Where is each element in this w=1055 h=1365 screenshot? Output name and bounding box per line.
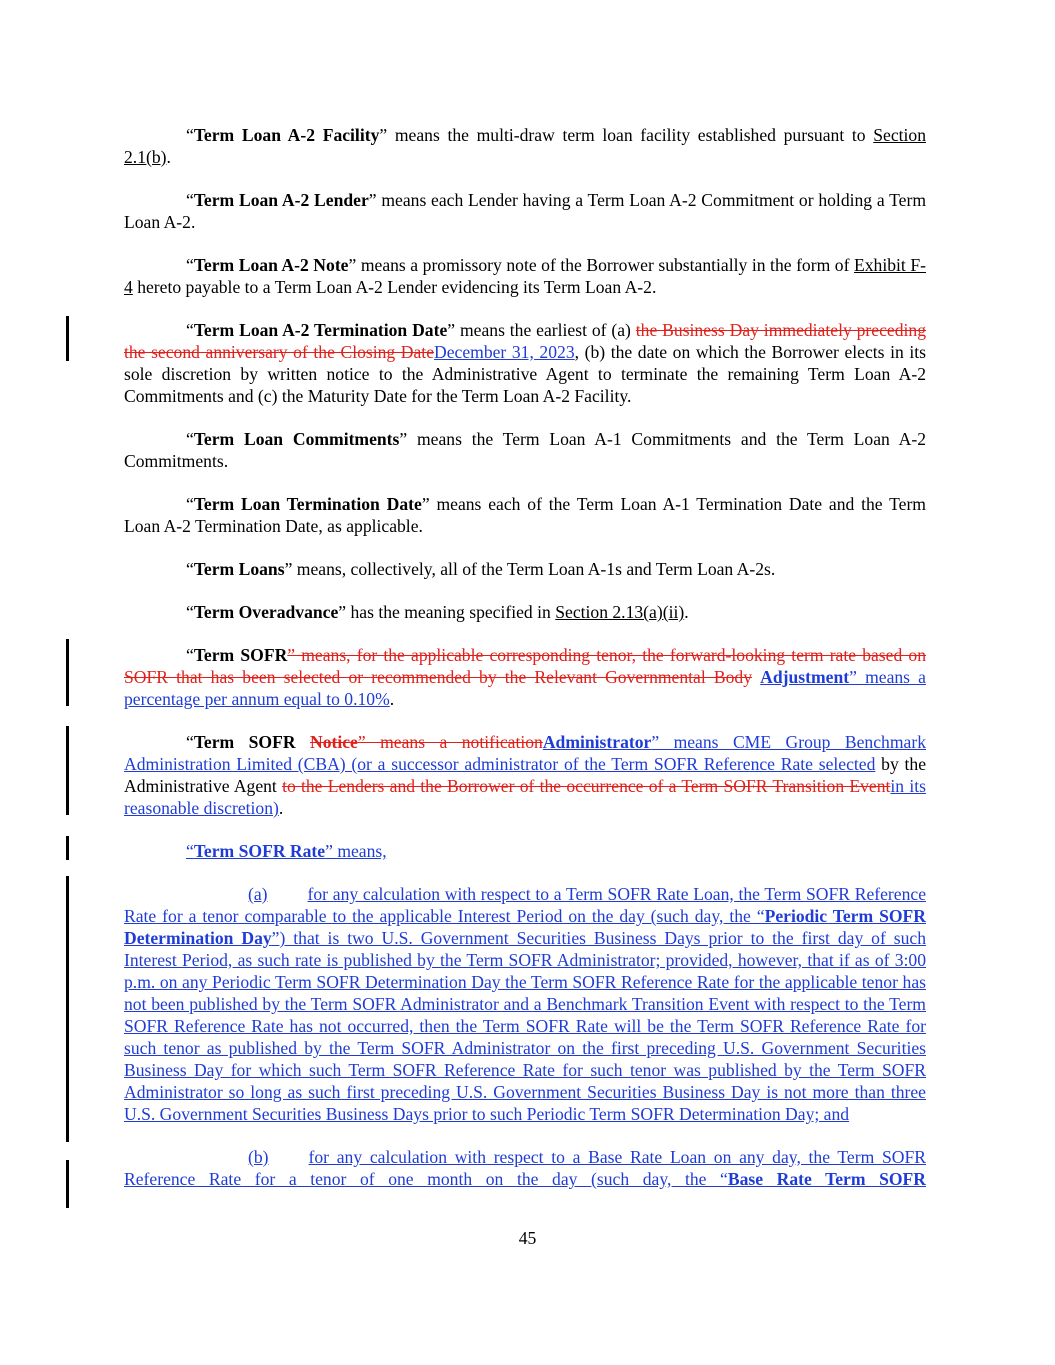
defined-term: Term SOFR Rate — [193, 841, 326, 861]
clause-label: (b) — [248, 1147, 269, 1167]
clause-label: (a) — [248, 884, 268, 904]
definition-term-sofr-adjustment: “Term SOFR” means, for the applicable corresponding tenor, the forward-looking term rate based on SOFR that has been selected or recommended by the Relevant Governmental Body Adjustment” means a percentage per annum equal to 0.10%. — [124, 645, 926, 709]
defined-term: Term Loan Commitments — [193, 429, 400, 449]
page-number: 45 — [518, 1228, 537, 1248]
defined-term: Term Loan A-2 Lender — [193, 190, 369, 210]
deleted-text: the Business Day immediately preceding the second anniversary of the Closing Date — [124, 320, 926, 362]
clause-a — [124, 883, 926, 1125]
change-bar — [66, 639, 69, 706]
section-reference: Section 2.1(b) — [124, 125, 927, 167]
exhibit-reference: Exhibit F-4 — [124, 255, 926, 297]
document-page — [124, 124, 926, 1190]
inserted-text: for any calculation with respect to a Term SOFR Rate Loan, the Term SOFR Reference Rate for a tenor comparable to the applicable Interest Period on the day (such day, the “Periodic Term SOFR Determination Day”) that is two U.S. Government Securities Business Days prior to the first day of such Interest Period, as such rate is published by the Term SOFR Administrator; provided, however, that if as of 3:00 p.m. on any Periodic Term SOFR Determination Day the Term SOFR Reference Rate for the applicable tenor has not been published by the Term SOFR Administrator and a Benchmark Transition Event with respect to the Term SOFR Reference Rate has not occurred, then the Term SOFR Rate will be the Term SOFR Reference Rate for such tenor as published by the Term SOFR Administrator on the first preceding U.S. Government Securities Business Day for which such Term SOFR Reference Rate for such tenor was published by the Term SOFR Administrator so long as such first preceding U.S. Government Securities Business Day is not more than three U.S. Government Securities Business Days prior to such Periodic Term SOFR Determination Day; and — [124, 884, 926, 1124]
change-bar — [66, 316, 69, 361]
definition-term-loan-a2-lender: “Term Loan A-2 Lender” means each Lender having a Term Loan A-2 Commitment or holding a Term Loan A-2. — [124, 190, 927, 232]
deleted-text: Notice” means a notification — [310, 732, 543, 752]
change-bar — [66, 726, 69, 815]
defined-term: Term SOFR — [193, 645, 288, 665]
defined-term: Term Loan A-2 Note — [193, 255, 349, 275]
inserted-text: in its reasonable discretion) — [124, 776, 926, 818]
definition-term-loan-a2-termination-date: “Term Loan A-2 Termination Date” means the earliest of (a) the Business Day immediately preceding the second anniversary of the Closing DateDecember 31, 2023, (b) the date on which the Borrower elects in its sole discretion by written notice to the Administrative Agent to terminate the remaining Term Loan A-2 Commitments and (c) the Maturity Date for the Term Loan A-2 Facility. — [124, 320, 926, 406]
inserted-text: Administrator” means CME Group Benchmark Administration Limited (CBA) (or a successor administrator of the Term SOFR Reference Rate selected — [124, 732, 926, 774]
inserted-text: for any calculation with respect to a Base Rate Loan on any day, the Term SOFR Reference Rate for a tenor of one month on the day (such day, the “Base Rate Term SOFR — [124, 1147, 926, 1189]
change-bar — [66, 876, 69, 1142]
defined-term: Administrator — [542, 732, 652, 752]
change-bar — [66, 836, 69, 860]
inserted-text: December 31, 2023 — [434, 342, 575, 362]
definition-term-sofr-rate — [124, 840, 926, 862]
defined-term: Base Rate Term SOFR — [727, 1169, 926, 1189]
defined-term: Term Loan A-2 Termination Date — [193, 320, 448, 340]
change-bar — [66, 1160, 69, 1208]
defined-term: Periodic Term SOFR Determination Day — [124, 906, 926, 948]
definition-term-overadvance: “Term Overadvance” has the meaning specified in Section 2.13(a)(ii). — [186, 602, 689, 622]
defined-term: Term Loan Termination Date — [193, 494, 422, 514]
definition-term-loan-commitments: “Term Loan Commitments” means the Term Loan A-1 Commitments and the Term Loan A-2 Commitments. — [124, 429, 927, 471]
definition-term-loans: “Term Loans” means, collectively, all of the Term Loan A-1s and Term Loan A-2s. — [186, 559, 776, 579]
inserted-text: “Term SOFR Rate” means, — [186, 841, 387, 861]
defined-term: Term Loan A-2 Facility — [193, 125, 380, 145]
definition-term-loan-a2-facility: “Term Loan A-2 Facility” means the multi-draw term loan facility established pursuant to Section 2.1(b). — [124, 125, 927, 167]
deleted-text: ” means, for the applicable corresponding tenor, the forward-looking term rate based on SOFR that has been selected or recommended by the Relevant Governmental Body — [124, 645, 926, 687]
clause-b — [124, 1146, 926, 1190]
defined-term: Term Overadvance — [193, 602, 339, 622]
defined-term: Adjustment — [760, 667, 850, 687]
inserted-text: Adjustment” means a percentage per annum equal to 0.10% — [124, 667, 926, 709]
defined-term: Term Loans — [193, 559, 285, 579]
definition-term-loan-termination-date: “Term Loan Termination Date” means each of the Term Loan A-1 Termination Date and the Term Loan A-2 Termination Date, as applicable. — [124, 494, 926, 536]
definition-term-sofr-administrator: “Term SOFR Notice” means a notificationAdministrator” means CME Group Benchmark Administration Limited (CBA) (or a successor administrator of the Term SOFR Reference Rate selected by the Administrative Agent to the Lenders and the Borrower of the occurrence of a Term SOFR Transition Eventin its reasonable discretion). — [124, 732, 927, 818]
section-reference: Section 2.13(a)(ii) — [555, 602, 685, 622]
definition-term-loan-a2-note: “Term Loan A-2 Note” means a promissory note of the Borrower substantially in the form of Exhibit F-4 hereto payable to a Term Loan A-2 Lender evidencing its Term Loan A-2. — [124, 255, 926, 297]
deleted-text: to the Lenders and the Borrower of the occurrence of a Term SOFR Transition Event — [282, 776, 891, 796]
defined-term: Term SOFR — [193, 732, 310, 752]
